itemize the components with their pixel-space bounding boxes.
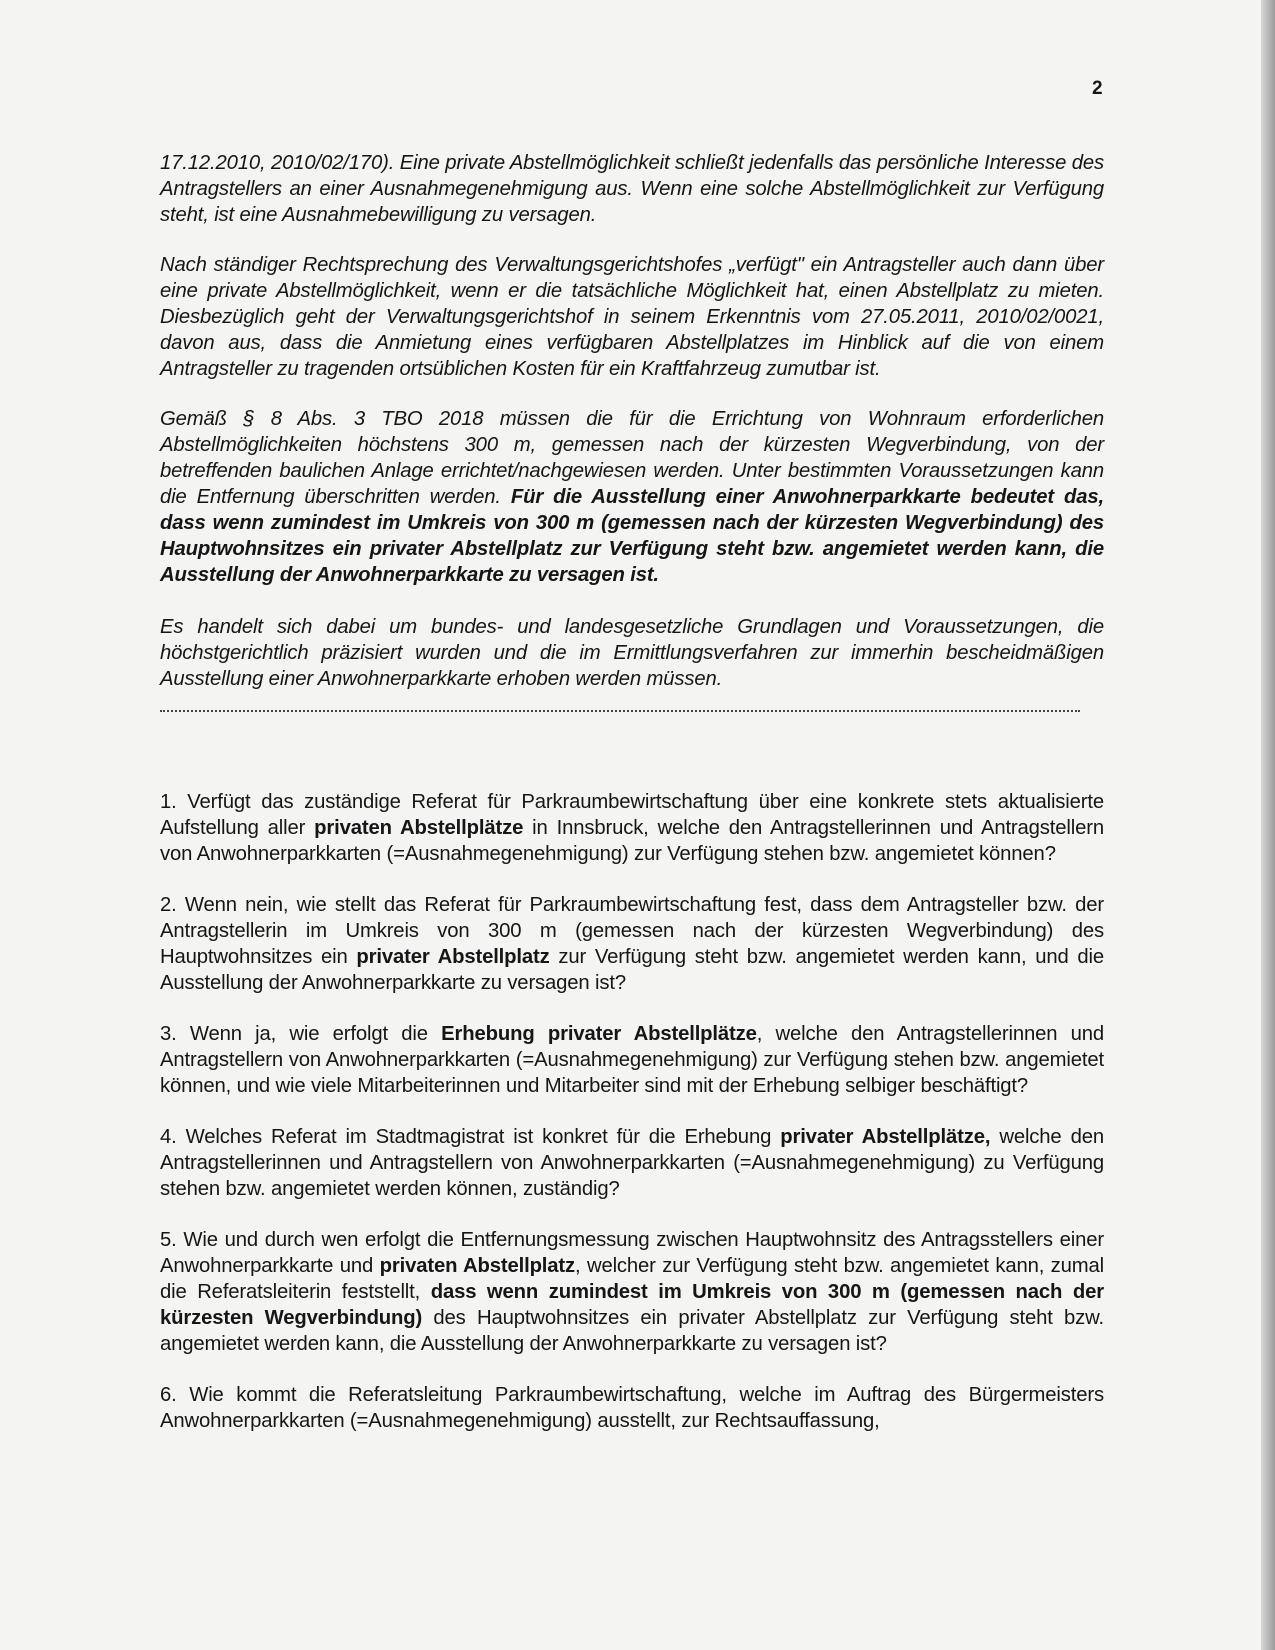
page-number: 2 [1092,78,1103,99]
paragraph-2: Nach ständiger Rechtsprechung des Verwaltungsgerichtshofes „verfügt" ein Antragsteller auch dann über eine private Abstellmöglichkeit, wenn er die tatsächliche Möglichkeit hat, einen Abstellplatz zu mieten. Diesbezüglich geht der Verwaltungsgerichtshof in seinem Erkenntnis vom 27.05.2011, 2010/02/0021, davon aus, dass die Anmietung eines verfügbaren Abstellplatzes im Hinblick auf die von einem Antragsteller zu tragenden ortsüblichen Kosten für ein Kraftfahrzeug zumutbar ist. [160,254,1104,380]
question-1-text: 1. Verfügt das zuständige Referat für Parkraumbewirtschaftung über eine konkrete stets aktualisierte Aufstellung aller [160,791,1104,839]
paragraph-3 [160,406,1104,588]
paragraph-3-text: Gemäß § 8 Abs. 3 TBO 2018 müssen die für die Errichtung von Wohnraum erforderlichen Abstellmöglichkeiten höchstens 300 m, gemessen nach der kürzesten Wegverbindung, von der betreffenden baulichen Anlage errichtet/nachgewiesen werden. Unter bestimmten Voraussetzungen kann die Entfernung überschritten werden. [160,408,1104,508]
question-5-text-end: des Hauptwohnsitzes ein privater Abstellplatz zur Verfügung steht bzw. angemietet werden kann, die Ausstellung der Anwohnerparkkarte zu versagen ist? [160,1307,1104,1355]
question-3-text: 3. Wenn ja, wie erfolgt die [160,1023,428,1045]
paragraph-4: Es handelt sich dabei um bundes- und landesgesetzliche Grundlagen und Voraussetzungen, die höchstgerichtlich präzisiert wurden und die im Ermittlungsverfahren zur immerhin bescheidmäßigen Ausstellung einer Anwohnerparkkarte erhoben werden müssen. [160,616,1104,690]
question-2-text: 2. Wenn nein, wie stellt das Referat für Parkraumbewirtschaftung fest, dass dem Antragsteller bzw. der Antragstellerin im Umkreis von 300 m (gemessen nach der kürzesten Wegverbindung) des Hauptwohnsitzes ein [160,894,1104,968]
question-3-text-end: , welche den Antragstellerinnen und Antragstellern von Anwohnerparkkarten (=Ausnahmegenehmigung) zur Verfügung stehen bzw. angemietet können, und wie viele Mitarbeiterinnen und Mitarbeiter sind mit der Erhebung selbiger beschäftigt? [160,1023,1105,1097]
question-2-text-end: zur Verfügung steht bzw. angemietet werden kann, und die Ausstellung der Anwohnerparkkarte zu versagen ist? [160,946,1104,994]
question-1 [160,789,1104,867]
question-2-bold: privater Abstellplatz [356,946,550,968]
question-5-bold-2: dass wenn zumindest im Umkreis von 300 m (gemessen nach der kürzesten Wegverbindung) [160,1281,1104,1329]
question-4-bold: privater Abstellplätze, [780,1126,991,1148]
question-5 [160,1227,1104,1357]
page-edge-shadow [1261,0,1275,1650]
dotted-separator [160,704,1080,712]
document-body [160,150,1104,1459]
question-5-text: 5. Wie und durch wen erfolgt die Entfernungsmessung zwischen Hauptwohnsitz des Antragsstellers einer Anwohnerparkkarte und [160,1229,1104,1277]
question-3-bold: Erhebung privater Abstellplätze [441,1023,757,1045]
question-5-text-mid: , welcher zur Verfügung steht bzw. angemietet kann, zumal die Referatsleiterin feststellt, [160,1255,1104,1303]
question-4 [160,1124,1104,1202]
question-6 [160,1382,1104,1434]
question-6-text: 6. Wie kommt die Referatsleitung Parkraumbewirtschaftung, welche im Auftrag des Bürgermeisters Anwohnerparkkarten (=Ausnahmegenehmigung) ausstellt, zur Rechtsauffassung, [160,1384,1104,1432]
question-1-text-end: in Innsbruck, welche den Antragstellerinnen und Antragstellern von Anwohnerparkkarten (=Ausnahmegenehmigung) zur Verfügung stehen bzw. angemietet können? [160,817,1104,865]
paragraph-3-bold-text: Für die Ausstellung einer Anwohnerparkkarte bedeutet das, dass wenn zumindest im Umkreis von 300 m (gemessen nach der kürzesten Wegverbindung) des Hauptwohnsitzes ein privater Abstellplatz zur Verfügung steht bzw. angemietet werden kann, die Ausstellung der Anwohnerparkkarte zu versagen ist. [160,486,1104,586]
question-1-bold: privaten Abstellplätze [314,817,524,839]
question-4-text: 4. Welches Referat im Stadtmagistrat ist konkret für die Erhebung [160,1126,772,1148]
paragraph-1: 17.12.2010, 2010/02/170). Eine private Abstellmöglichkeit schließt jedenfalls das persönliche Interesse des Antragstellers an einer Ausnahmegenehmigung aus. Wenn eine solche Abstellmöglichkeit zur Verfügung steht, ist eine Ausnahmebewilligung zu versagen. [160,152,1104,226]
questions-list [160,789,1104,1434]
question-2 [160,892,1104,996]
question-5-bold: privaten Abstellplatz [379,1255,576,1277]
question-3 [160,1021,1104,1099]
question-4-text-end: welche den Antragstellerinnen und Antragstellern von Anwohnerparkkarten (=Ausnahmegenehmigung) zu Verfügung stehen bzw. angemietet werden können, zuständig? [160,1126,1104,1200]
